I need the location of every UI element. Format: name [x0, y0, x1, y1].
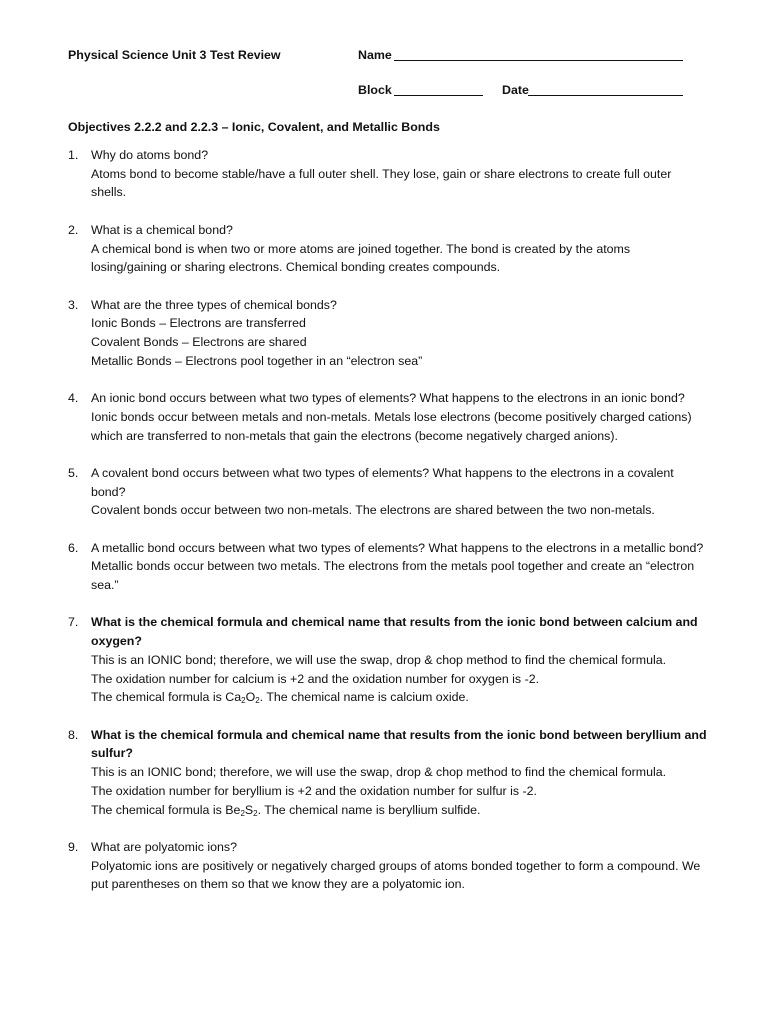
question-number: 8. [68, 727, 79, 742]
answer-text: Ionic bonds occur between metals and non-metals. Metals lose electrons (become positively charged cations) which are transferred to non-metals that gain the electrons (become negatively charged anions). [91, 409, 692, 443]
question-text: A metallic bond occurs between what two types of elements? What happens to the electrons in a metallic bond? [91, 540, 704, 555]
answer-text: Metallic bonds occur between two metals. The electrons from the metals pool together and create an “electron sea.” [91, 559, 695, 593]
block-blank-line[interactable] [394, 95, 483, 96]
question-number: 7. [68, 615, 79, 630]
question-item [68, 389, 708, 445]
question-item [68, 726, 708, 820]
question-number: 1. [68, 148, 79, 162]
date-label: Date [502, 83, 529, 97]
answer-text: This is an IONIC bond; therefore, we will use the swap, drop & chop method to find the chemical formula. [91, 765, 667, 780]
question-number: 5. [68, 465, 79, 480]
question-text: What is the chemical formula and chemical name that results from the ionic bond between beryllium and sulfur? [91, 727, 707, 761]
question-number: 2. [68, 222, 79, 237]
question-text: What are polyatomic ions? [91, 839, 238, 854]
chemical-formula: $Be_2S_2$ [225, 802, 258, 818]
answer-text: Polyatomic ions are positively or negatively charged groups of atoms bonded together to form a compound. We put parentheses on them so that we know they are a polyatomic ion. [91, 858, 701, 892]
name-blank-line[interactable] [394, 60, 683, 61]
question-item [68, 613, 708, 707]
chemical-formula: $Ca_2O_2$ [225, 690, 260, 706]
question-text: Why do atoms bond? [91, 148, 209, 162]
formula-suffix: . The chemical name is calcium oxide. [259, 690, 469, 705]
question-number: 9. [68, 839, 79, 854]
name-label: Name [358, 48, 392, 62]
question-item [68, 146, 708, 202]
answer-text: Covalent bonds occur between two non-metals. The electrons are shared between the two non-metals. [91, 503, 655, 518]
question-text: What is a chemical bond? [91, 222, 233, 237]
question-item [68, 539, 708, 595]
formula-prefix: The chemical formula is [91, 802, 226, 817]
date-blank-line[interactable] [528, 95, 683, 96]
question-item [68, 838, 708, 894]
answer-text: Atoms bond to become stable/have a full outer shell. They lose, gain or share electrons to create full outer shells. [91, 166, 672, 200]
question-number: 4. [68, 391, 79, 406]
document-title: Physical Science Unit 3 Test Review [68, 48, 281, 62]
question-text: An ionic bond occurs between what two types of elements? What happens to the electrons in an ionic bond? [91, 391, 685, 406]
answer-text: Ionic Bonds – Electrons are transferred [91, 316, 306, 331]
answer-text: The oxidation number for calcium is +2 and the oxidation number for oxygen is -2. [91, 671, 540, 686]
question-number: 6. [68, 540, 79, 555]
formula-prefix: The chemical formula is [91, 690, 226, 705]
question-text: A covalent bond occurs between what two types of elements? What happens to the electrons in a covalent bond? [91, 465, 674, 499]
answer-text: This is an IONIC bond; therefore, we will use the swap, drop & chop method to find the chemical formula. [91, 652, 667, 667]
question-list [68, 146, 708, 913]
answer-text: Metallic Bonds – Electrons pool together in an “electron sea” [91, 353, 423, 368]
question-item [68, 464, 708, 520]
formula-line [91, 688, 708, 707]
question-number: 3. [68, 297, 79, 312]
block-label: Block [358, 83, 392, 97]
answer-text: The oxidation number for beryllium is +2 and the oxidation number for sulfur is -2. [91, 783, 537, 798]
formula-line [91, 801, 708, 820]
question-item [68, 296, 708, 371]
question-text: What is the chemical formula and chemical name that results from the ionic bond between calcium and oxygen? [91, 615, 698, 649]
answer-text: Covalent Bonds – Electrons are shared [91, 335, 307, 349]
question-item [68, 221, 708, 277]
objective-heading: Objectives 2.2.2 and 2.2.3 – Ionic, Covalent, and Metallic Bonds [68, 120, 440, 134]
answer-text: A chemical bond is when two or more atoms are joined together. The bond is created by the atoms losing/gaining or sharing electrons. Chemical bonding creates compounds. [91, 241, 631, 275]
question-text: What are the three types of chemical bonds? [91, 297, 337, 312]
formula-suffix: . The chemical name is beryllium sulfide. [257, 802, 481, 817]
